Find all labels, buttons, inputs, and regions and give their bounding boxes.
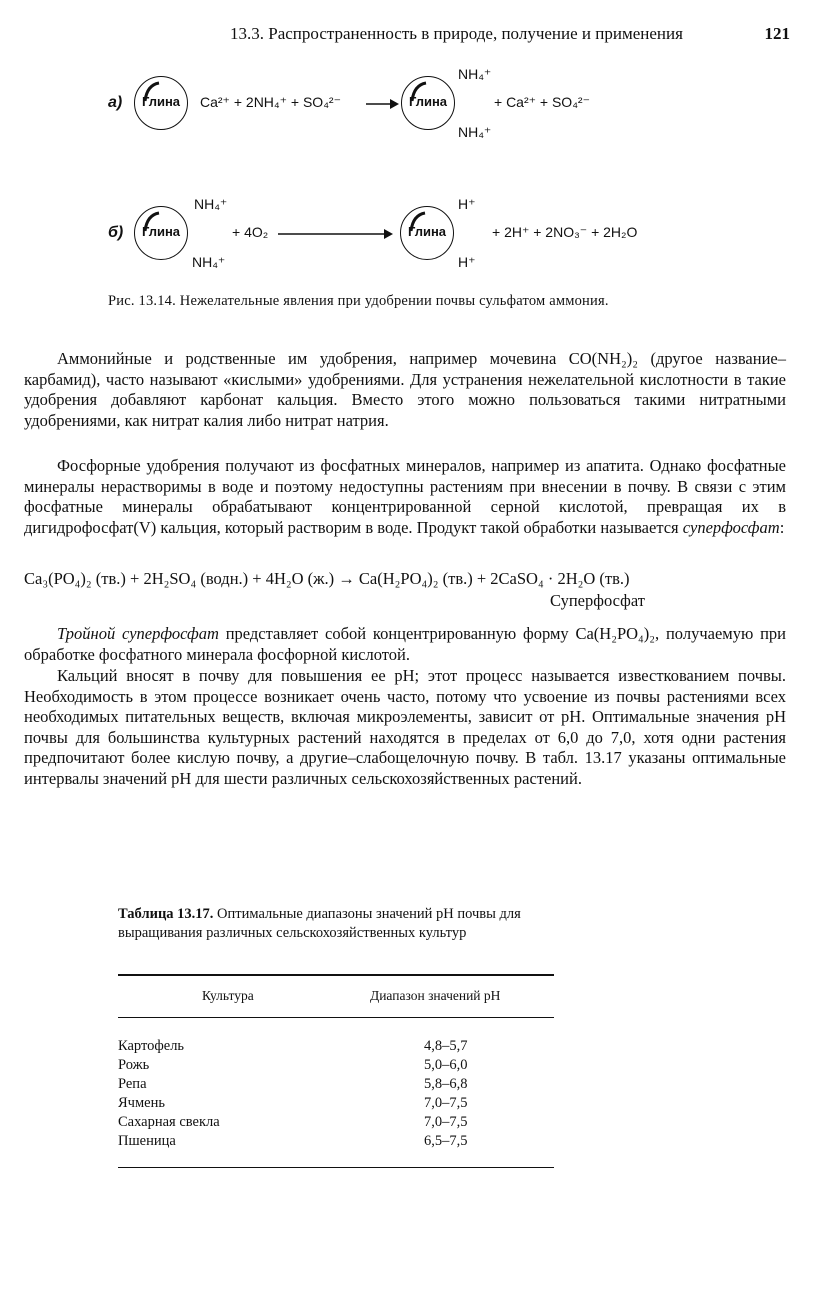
range-cell: 7,0–7,5: [424, 1095, 468, 1111]
range-cell: 7,0–7,5: [424, 1114, 468, 1130]
crop-cell: Пшеница: [118, 1133, 176, 1149]
crop-cell: Репа: [118, 1076, 147, 1092]
paragraph-2-text: Фосфорные удобрения получают из фосфатных минералов, например из апатита. Однако фосфатные минералы нерастворимы в воде и поэтому недоступны растениям при внесении в почву. В связи с этим фосфатные минералы обрабатывают концентрированной серной кислотой, превращая их в дигидрофосфат(V) кальция, который растворим в воде. Продукт такой обработки называется: [24, 456, 786, 537]
table-bottom-rule: [118, 1167, 554, 1168]
term-superphosphate: суперфосфат: [682, 517, 780, 537]
paragraph-1: Аммонийные и родственные им удобрения, например мочевина CO(NH₂)₂ (другое название–карбамид), часто называют «кислыми» удобрениями. Для устранения нежелательной кислотности в такие удобрения добавляют карбонат кальция. Вместо этого можно пользоваться такими нитратными удобрениями, как нитрат калия либо нитрат натрия.: [24, 349, 786, 430]
equation-label: Суперфосфат: [550, 591, 645, 610]
nh4-top-a: NH₄⁺: [458, 66, 492, 82]
table-row: [118, 1038, 554, 1057]
figure-b-label: б): [108, 224, 124, 241]
crop-cell: Ячмень: [118, 1095, 165, 1111]
page-number: 121: [764, 24, 790, 43]
products-a: + Ca²⁺ + SO₄²⁻: [494, 94, 590, 110]
clay-circle-icon: [401, 76, 455, 130]
nh4-bottom-b: NH₄⁺: [192, 254, 226, 270]
table-row: [118, 1057, 554, 1076]
paragraph-2: Фосфорные удобрения получают из фосфатных минералов, например из апатита. Однако фосфатные минералы нерастворимы в воде и поэтому недоступны растениям при внесении в почву. В связи с этим фосфатные минералы обрабатывают концентрированной серной кислотой, превращая их в дигидрофосфат(V) кальция, который растворим в воде. Продукт такой обработки называется суперфосфат:: [24, 456, 786, 537]
table-row: [118, 1095, 554, 1114]
crop-cell: Сахарная свекла: [118, 1114, 220, 1130]
reactants-a: Ca²⁺ + 2NH₄⁺ + SO₄²⁻: [200, 94, 341, 110]
range-cell: 5,8–6,8: [424, 1076, 468, 1092]
clay-label: Глина: [141, 224, 181, 239]
nh4-top-b: NH₄⁺: [194, 196, 228, 212]
table-header-range: Диапазон значений pH: [370, 988, 501, 1003]
header-title: 13.3. Распространенность в природе, получение и применения: [230, 24, 683, 43]
clay-circle-icon: [134, 206, 188, 260]
clay-label: Глина: [407, 224, 447, 239]
figure-a-label: а): [108, 94, 123, 111]
arrow-icon: [278, 228, 394, 240]
range-cell: 4,8–5,7: [424, 1038, 468, 1054]
h-top-b: H⁺: [458, 196, 476, 212]
h-bottom-b: H⁺: [458, 254, 476, 270]
range-cell: 6,5–7,5: [424, 1133, 468, 1149]
crop-cell: Рожь: [118, 1057, 150, 1073]
table-row: [118, 1133, 554, 1152]
clay-label: Глина: [141, 94, 181, 109]
table-header-rule: [118, 1017, 554, 1018]
figure-a: [108, 62, 668, 152]
superphosphate-equation: Ca₃(PO₄)₂ (тв.) + 2H₂SO₄ (водн.) + 4H₂O (ж.) → Ca(H₂PO₄)₂ (тв.) + 2CaSO₄ · 2H₂O (тв.): [24, 569, 630, 588]
range-cell: 5,0–6,0: [424, 1057, 468, 1073]
table-label: Таблица 13.17.: [118, 906, 214, 922]
table-header-crop: Культура: [202, 988, 254, 1003]
paragraph-4: Кальций вносят в почву для повышения ее pH; этот процесс называется известкованием почвы. Необходимость в этом процессе возникает очень часто, потому что усвоение из почвы растениями всех необходимых питательных веществ, включая микроэлементы, зависит от pH. Оптимальные значения pH почвы для большинства культурных растений находятся в пределах от 6,0 до 7,0, хотя одни растения предпочитают более кислую почву, а другие–слабощелочную почву. В табл. 13.17 указаны оптимальные интервалы значений pH для шести различных сельскохозяйственных растений.: [24, 666, 786, 788]
crop-cell: Картофель: [118, 1038, 185, 1054]
table-row: [118, 1114, 554, 1133]
nh4-bottom-a: NH₄⁺: [458, 124, 492, 140]
reagent-b: + 4O₂: [232, 224, 269, 240]
paragraph-3: [24, 624, 786, 665]
clay-circle-icon: [134, 76, 188, 130]
figure-caption: Рис. 13.14. Нежелательные явления при удобрении почвы сульфатом аммония.: [108, 293, 609, 309]
table-top-rule: [118, 974, 554, 976]
arrow-icon: [366, 98, 400, 110]
table-row: [118, 1076, 554, 1095]
clay-label: Глина: [408, 94, 448, 109]
table-title: [118, 905, 558, 943]
term-triple-superphosphate: Тройной суперфосфат: [57, 624, 219, 643]
table-title-text: Оптимальные диапазоны значений pH почвы для выращивания различных сельскохозяйственных культур: [118, 906, 521, 941]
running-header: [230, 24, 790, 44]
clay-circle-icon: [400, 206, 454, 260]
figure-b: [108, 192, 688, 282]
products-b: + 2H⁺ + 2NO₃⁻ + 2H₂O: [492, 224, 638, 240]
paragraph-3-text: представляет собой концентрированную форму Ca(H₂PO₄)₂, получаемую при обработке фосфатного минерала фосфорной кислотой.: [24, 624, 786, 664]
